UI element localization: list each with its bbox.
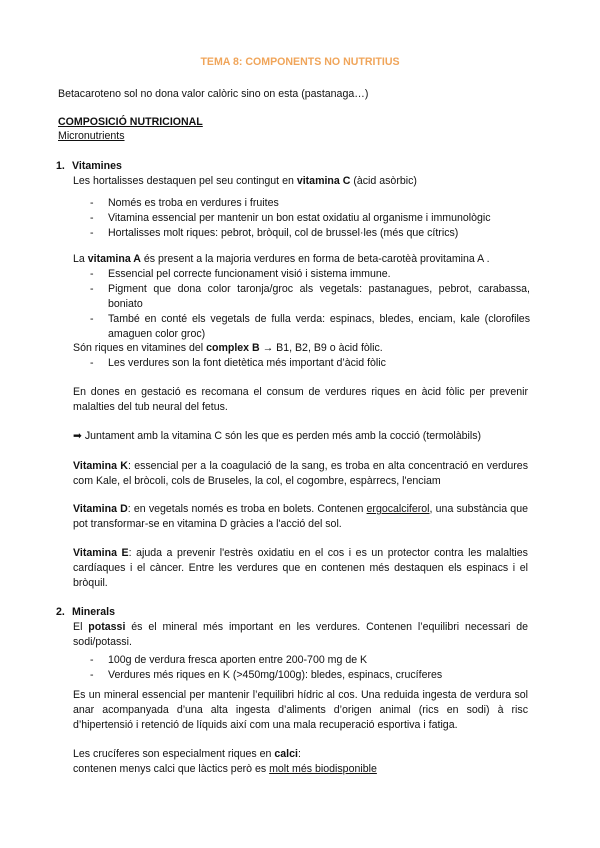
- vitamin-c-term: vitamina C: [296, 175, 351, 187]
- list-item: - També en conté els vegetals de fulla verda: espinacs, bledes, enciam, kale (clorofiles amaguen color groc): [90, 312, 530, 342]
- thermolabile-note: ➡ Juntament amb la vitamina C són les que es perden més amb la cocció (termolàbils): [73, 430, 482, 442]
- minerals-title: Minerals: [72, 606, 115, 618]
- vitamin-b-intro: Són riques en vitamines del complex B → B1, B2, B9 o àcid fòlic.: [73, 342, 383, 354]
- list-item: - Pigment que dona color taronja/groc als vegetals: pastanagues, pebrot, carabassa, boniato: [90, 282, 530, 312]
- vitamin-b-list: [90, 356, 530, 371]
- minerals-heading: [56, 605, 115, 620]
- vitamins-heading: [56, 159, 122, 174]
- vitamin-a-intro: La vitamina A és present a la majoria verdures en forma de beta-carotèà provitamina A .: [73, 253, 490, 265]
- vitamin-e-paragraph: Vitamina E: ajuda a prevenir l'estrès oxidatiu en el cos i es un protector contra les malalties cardíaques i el càncer. Entre les verdures que en contenen més destaquen els espinacs i el bròquil.: [73, 547, 528, 589]
- vitamin-c-intro: Les hortalisses destaquen pel seu contingut en vitamina C (àcid asòrbic): [73, 175, 417, 187]
- calcium-term: calci: [274, 748, 298, 760]
- vitamin-k-paragraph: Vitamina K: essencial per a la coagulació de la sang, es troba en alta concentració en verdures com Kale, el bròcoli, cols de Bruseles, la col, el cogombre, espàrrecs, l'enciam: [73, 460, 528, 487]
- list-item: - Verdures més riques en K (>450mg/100g): bledes, espinacs, crucíferes: [90, 668, 530, 683]
- list-item: - Vitamina essencial per mantenir un bon estat oxidatiu al organisme i immunològic: [90, 211, 530, 226]
- list-item: - Hortalisses molt riques: pebrot, bròquil, col de brussel·les (més que cítrics): [90, 226, 530, 241]
- hydric-balance-paragraph: Es un mineral essencial per mantenir l’equilibri hídric al cos. Una reduida ingesta de verdura sol anar acompanyada d’una alta ingesta d’aliments d’origen animal (rics en sodi) à risc d’hipertensió i retenció de líquids així com una mala recuperació esportiva i fatiga.: [73, 689, 528, 731]
- list-item: - 100g de verdura fresca aporten entre 200-700 mg de K: [90, 653, 530, 668]
- list-item: - Les verdures son la font dietètica més important d’àcid fòlic: [90, 356, 530, 371]
- page-title: TEMA 8: COMPONENTS NO NUTRITIUS: [200, 56, 400, 68]
- intro-paragraph: Betacaroteno sol no dona valor calòric sino on esta (pastanaga…): [58, 88, 369, 100]
- section-heading: COMPOSICIÓ NUTRICIONAL: [58, 116, 203, 128]
- vitamin-d-paragraph: Vitamina D: en vegetals només es troba en bolets. Contenen ergocalciferol, una substància que pot transformar-se en vitamina D gràcies a l'acció del sol.: [73, 503, 528, 530]
- vitamin-b-term: complex B: [206, 342, 260, 354]
- vitamins-number: 1.: [56, 160, 65, 172]
- bioavailable-phrase: molt més biodisponible: [269, 763, 377, 775]
- potassium-paragraph: El potassi és el mineral més important en les verdures. Contenen l’equilibri necessari de sodi/potassi.: [73, 621, 528, 648]
- pregnancy-paragraph: En dones en gestació es recomana el consum de verdures riques en àcid fòlic per prevenir malalties del tub neural del fetus.: [73, 386, 528, 413]
- vitamin-a-list: [90, 267, 530, 342]
- vitamin-d-term: Vitamina D: [73, 503, 128, 515]
- vitamin-k-term: Vitamina K: [73, 460, 128, 472]
- minerals-number: 2.: [56, 606, 65, 618]
- list-item: - Només es troba en verdures i fruites: [90, 196, 530, 211]
- calcium-paragraph: Les crucíferes son especialment riques en calci: contenen menys calci que làctics però es molt més biodisponible: [73, 748, 377, 775]
- vitamin-c-list: [90, 196, 530, 241]
- list-item: - Essencial pel correcte funcionament visió i sistema immune.: [90, 267, 530, 282]
- vitamin-e-term: Vitamina E: [73, 547, 129, 559]
- potassium-term: potassi: [88, 621, 126, 633]
- subsection-heading: Micronutrients: [58, 130, 125, 142]
- potassium-list: [90, 653, 530, 683]
- vitamin-a-term: vitamina A: [87, 253, 141, 265]
- ergocalciferol-term: ergocalciferol: [366, 503, 430, 515]
- vitamins-title: Vitamines: [72, 160, 122, 172]
